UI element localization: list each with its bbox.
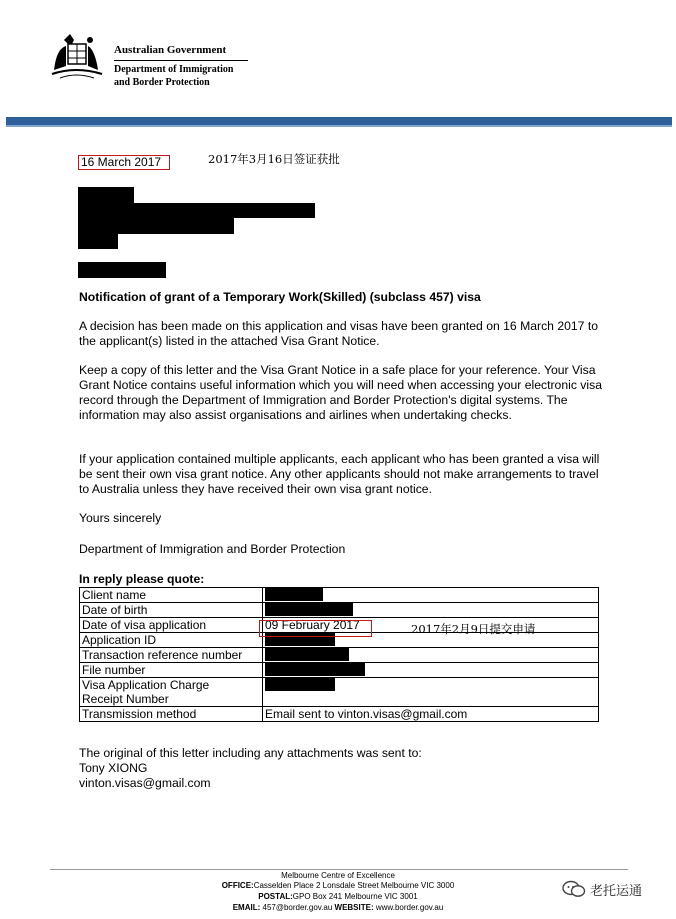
application-date: 09 February 2017 xyxy=(265,618,360,632)
closing: Yours sincerely xyxy=(79,511,162,525)
table-row xyxy=(80,707,599,722)
table-value xyxy=(263,648,599,663)
footer-postal: POSTAL:GPO Box 241 Melbourne VIC 3001 xyxy=(258,892,418,901)
letter-subject: Notification of grant of a Temporary Work(Skilled) (subclass 457) visa xyxy=(79,290,481,304)
table-row xyxy=(80,678,599,707)
header-bar-accent xyxy=(6,125,672,127)
table-label: Client name xyxy=(80,588,263,603)
application-date-annotation: 2017年2月9日提交申请 xyxy=(411,622,536,636)
footer-office: OFFICE:Casselden Place 2 Lonsdale Street Melbourne VIC 3000 xyxy=(221,881,455,890)
redacted-value xyxy=(265,588,323,601)
table-value xyxy=(263,663,599,678)
table-row xyxy=(80,588,599,603)
footer-centre: Melbourne Centre of Excellence xyxy=(281,871,395,880)
table-label: File number xyxy=(80,663,263,678)
table-label: Transaction reference number xyxy=(80,648,263,663)
table-row xyxy=(80,663,599,678)
letter-date: 16 March 2017 xyxy=(78,155,170,170)
redacted-value xyxy=(265,648,349,661)
table-value xyxy=(263,603,599,618)
sent-to-intro: The original of this letter including any attachments was sent to: xyxy=(79,746,422,760)
table-label: Application ID xyxy=(80,633,263,648)
coat-of-arms-logo xyxy=(44,30,108,82)
redacted-address-line xyxy=(78,218,234,234)
table-label: Transmission method xyxy=(80,707,263,722)
recipient-name: Tony XIONG xyxy=(79,761,148,775)
date-annotation: 2017年3月16日签证获批 xyxy=(208,152,340,166)
department-line-1: Department of Immigration xyxy=(114,64,234,75)
footer-contact: EMAIL: 457@border.gov.au WEBSITE: www.border.gov.au xyxy=(232,903,444,912)
redacted-address-line xyxy=(78,187,134,204)
paragraph-decision: A decision has been made on this application and visas have been granted on 16 March 2017 to the applicant(s) listed in the attached Visa Grant Notice. xyxy=(79,319,599,348)
redacted-salutation xyxy=(78,262,166,278)
table-label-line: Visa Application Charge xyxy=(82,678,210,692)
reference-heading: In reply please quote: xyxy=(79,572,205,586)
table-value xyxy=(263,678,599,707)
table-value xyxy=(263,588,599,603)
redacted-value xyxy=(265,678,335,691)
wechat-icon xyxy=(561,879,587,899)
application-date-highlight xyxy=(259,620,372,637)
redacted-value xyxy=(265,603,353,616)
header-divider xyxy=(114,60,248,61)
table-label-line: Receipt Number xyxy=(82,692,169,706)
table-row xyxy=(80,603,599,618)
transmission-value: Email sent to vinton.visas@gmail.com xyxy=(263,707,599,722)
redacted-address-line xyxy=(78,203,315,218)
department-line-2: and Border Protection xyxy=(114,77,210,88)
paragraph-keep-copy: Keep a copy of this letter and the Visa Grant Notice in a safe place for your reference. Your Visa Grant Notice contains useful information which you will need when accessing your electronic visa record through the Department of Immigration and Border Protection's digital systems. The information may also assist organisations and airlines when undertaking checks. xyxy=(79,363,602,422)
recipient-email: vinton.visas@gmail.com xyxy=(79,776,211,790)
redacted-value xyxy=(265,663,365,676)
header-bar xyxy=(6,117,672,125)
table-label: Date of birth xyxy=(80,603,263,618)
table-row xyxy=(80,648,599,663)
signoff: Department of Immigration and Border Protection xyxy=(79,542,346,556)
watermark-text: 老托运通 xyxy=(590,884,643,899)
table-label xyxy=(80,678,263,707)
table-label: Date of visa application xyxy=(80,618,263,633)
redacted-address-line xyxy=(78,234,118,249)
paragraph-multiple-applicants: If your application contained multiple applicants, each applicant who has been granted a visa will be sent their own visa grant notice. Any other applicants should not make arrangements to travel to Australia unless they have received their own visa grant notice. xyxy=(79,452,600,496)
government-title: Australian Government xyxy=(114,44,227,56)
reference-table xyxy=(79,587,599,722)
footer-divider xyxy=(50,869,628,870)
